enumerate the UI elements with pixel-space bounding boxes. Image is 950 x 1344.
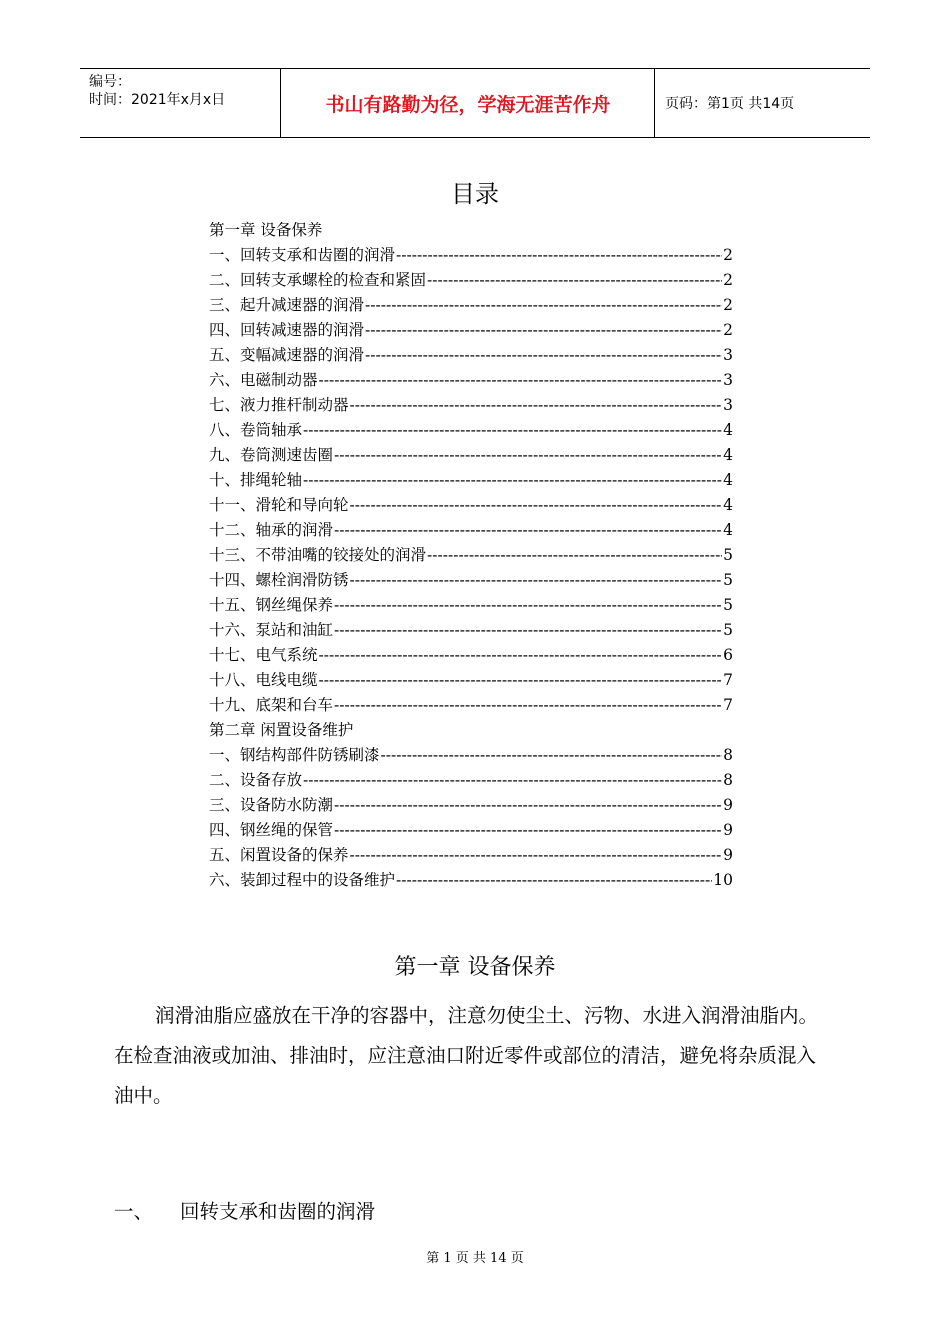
toc-leader [319, 643, 723, 668]
toc-page-number: 5 [723, 596, 733, 614]
section-title: 回转支承和齿圈的润滑 [180, 1200, 376, 1223]
toc-leader [334, 443, 722, 468]
toc-entry[interactable] [209, 468, 733, 493]
toc-entry-text: 五、变幅减速器的润滑 [209, 346, 365, 364]
toc-leader [350, 393, 723, 418]
toc-entry[interactable] [209, 493, 733, 518]
toc-page-number: 7 [723, 671, 733, 689]
toc-leader [303, 418, 722, 443]
toc-page-number: 2 [723, 296, 733, 314]
toc-entry[interactable] [209, 643, 733, 668]
toc-leader [334, 693, 722, 718]
toc-leader [365, 318, 722, 343]
toc-entry-text: 第一章 设备保养 [209, 221, 323, 239]
toc-entry[interactable] [209, 393, 733, 418]
toc-leader [334, 818, 722, 843]
toc-page-number: 4 [723, 446, 733, 464]
chapter-title: 第一章 设备保养 [394, 955, 556, 980]
page-footer: 第 1 页 共 14 页 [426, 1251, 524, 1266]
toc-entry[interactable] [209, 618, 733, 643]
toc-entry-text: 十三、不带油嘴的铰接处的润滑 [209, 546, 427, 564]
toc-entry-text: 十九、底架和台车 [209, 696, 334, 714]
toc-entry-text: 四、钢丝绳的保管 [209, 821, 334, 839]
toc-leader [303, 768, 722, 793]
toc-entry[interactable] [209, 418, 733, 443]
toc-page-number: 5 [723, 571, 733, 589]
toc-page-number: 8 [723, 746, 733, 764]
toc-page-number: 9 [723, 821, 733, 839]
document-header [80, 68, 870, 138]
toc-leader [319, 368, 723, 393]
toc-entry[interactable] [209, 243, 733, 268]
toc-entry[interactable] [209, 293, 733, 318]
toc-entry[interactable] [209, 318, 733, 343]
header-meta-cell [80, 69, 281, 137]
toc-entry-text: 六、装卸过程中的设备维护 [209, 871, 396, 889]
toc-leader [350, 493, 723, 518]
toc-entry-text: 八、卷筒轴承 [209, 421, 303, 439]
toc-page-number: 4 [723, 471, 733, 489]
toc-entry[interactable] [209, 343, 733, 368]
toc-leader [303, 468, 722, 493]
toc-entry-text: 七、液力推杆制动器 [209, 396, 349, 414]
toc-entry-text: 二、设备存放 [209, 771, 303, 789]
toc-entry-text: 十五、钢丝绳保养 [209, 596, 334, 614]
toc-page-number: 5 [723, 546, 733, 564]
toc-entry-text: 一、回转支承和齿圈的润滑 [209, 246, 396, 264]
toc-entry[interactable] [209, 793, 733, 818]
toc-entry[interactable] [209, 543, 733, 568]
toc-entry[interactable] [209, 843, 733, 868]
toc-entry[interactable] [209, 743, 733, 768]
toc-entry[interactable] [209, 593, 733, 618]
header-time-label: 时间：2021年x月x日 [89, 92, 226, 108]
toc-entry[interactable] [209, 518, 733, 543]
toc-leader [334, 518, 722, 543]
toc-leader [427, 268, 722, 293]
toc-entry[interactable] [209, 368, 733, 393]
toc-entry-text: 第二章 闲置设备维护 [209, 721, 354, 739]
header-page-info: 页码：第1页 共14页 [665, 96, 795, 112]
toc-leader [334, 618, 722, 643]
toc-entry[interactable] [209, 818, 733, 843]
toc-leader [365, 293, 722, 318]
toc-entry[interactable] [209, 693, 733, 718]
toc-entry-text: 十二、轴承的润滑 [209, 521, 334, 539]
toc-leader [381, 743, 723, 768]
toc-entry-text: 十一、滑轮和导向轮 [209, 496, 349, 514]
toc-entry-text: 十四、螺栓润滑防锈 [209, 571, 349, 589]
toc-page-number: 4 [723, 421, 733, 439]
toc-entry-text: 五、闲置设备的保养 [209, 846, 349, 864]
toc-entry[interactable] [209, 868, 733, 893]
section-number: 一、 [114, 1200, 154, 1223]
toc-entry[interactable] [209, 768, 733, 793]
toc-entry-text: 四、回转减速器的润滑 [209, 321, 365, 339]
toc-page-number: 9 [723, 796, 733, 814]
toc-leader [396, 243, 722, 268]
toc-entry[interactable] [209, 568, 733, 593]
toc-entry-text: 九、卷筒测速齿圈 [209, 446, 334, 464]
toc-chapter-heading [209, 218, 733, 243]
body-paragraph: 润滑油脂应盛放在干净的容器中，注意勿使尘土、污物、水进入润滑油脂内。在检查油液或加油、排油时，应注意油口附近零件或部位的清洁，避免将杂质混入油中。 [114, 1004, 819, 1107]
toc-leader [350, 568, 723, 593]
toc-page-number: 3 [723, 396, 733, 414]
toc-entry-text: 十七、电气系统 [209, 646, 318, 664]
toc-entry-text: 二、回转支承螺栓的检查和紧固 [209, 271, 427, 289]
toc-leader [427, 543, 722, 568]
toc-leader [365, 343, 722, 368]
toc-leader [350, 843, 723, 868]
toc-page-number: 4 [723, 521, 733, 539]
toc-page-number: 7 [723, 696, 733, 714]
toc-page-number: 5 [723, 621, 733, 639]
toc-entry-text: 十、排绳轮轴 [209, 471, 303, 489]
toc-page-number: 3 [723, 371, 733, 389]
toc-entry-text: 三、起升减速器的润滑 [209, 296, 365, 314]
toc-leader [334, 593, 722, 618]
toc-entry[interactable] [209, 268, 733, 293]
toc-page-number: 2 [723, 246, 733, 264]
toc-page-number: 4 [723, 496, 733, 514]
toc-leader [334, 793, 722, 818]
header-code-label: 编号： [89, 74, 131, 90]
toc-entry-text: 六、电磁制动器 [209, 371, 318, 389]
section-heading [114, 1196, 375, 1224]
toc-page-number: 2 [723, 271, 733, 289]
toc-leader [396, 868, 712, 893]
toc-entry-text: 一、钢结构部件防锈刷漆 [209, 746, 380, 764]
toc-page-number: 2 [723, 321, 733, 339]
toc-entry[interactable] [209, 668, 733, 693]
toc-page-number: 9 [723, 846, 733, 864]
toc-entry[interactable] [209, 443, 733, 468]
toc-entry-text: 三、设备防水防潮 [209, 796, 334, 814]
toc-title: 目录 [451, 180, 499, 208]
toc-leader [319, 668, 723, 693]
toc-page-number: 10 [713, 871, 733, 889]
toc-entry-text: 十六、泵站和油缸 [209, 621, 334, 639]
table-of-contents [209, 218, 733, 893]
toc-page-number: 6 [723, 646, 733, 664]
toc-chapter-heading [209, 718, 733, 743]
toc-page-number: 8 [723, 771, 733, 789]
toc-page-number: 3 [723, 346, 733, 364]
toc-entry-text: 十八、电线电缆 [209, 671, 318, 689]
header-motto: 书山有路勤为径，学海无涯苦作舟 [282, 69, 655, 137]
